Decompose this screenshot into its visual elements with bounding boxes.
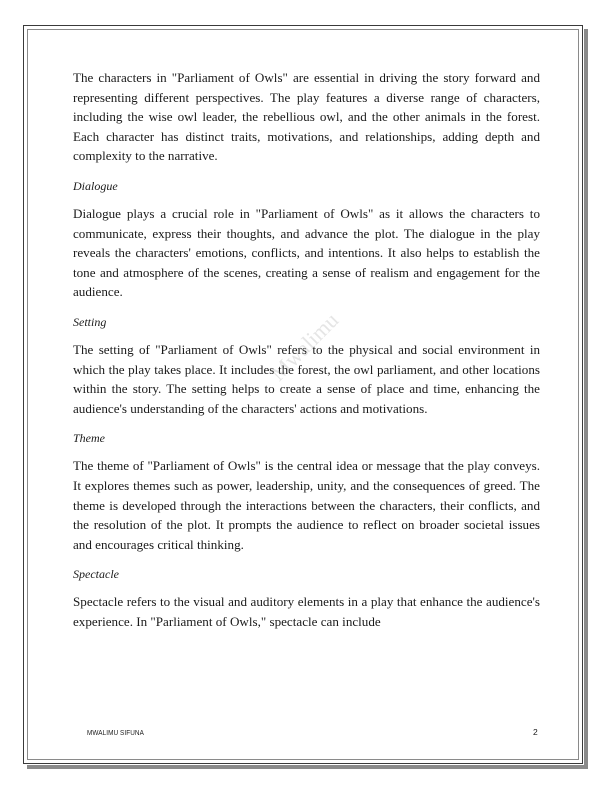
heading-theme: Theme: [73, 431, 105, 446]
paragraph-dialogue: Dialogue plays a crucial role in "Parliament of Owls" as it allows the characters to communicate, express their thoughts, and advance the plot. The dialogue in the play reveals the characters' emotions, conflicts, and intentions. It also helps to establish the tone and atmosphere of the scenes, creating a sense of realism and engagement for the audience.: [73, 205, 540, 300]
paragraph-spectacle: Spectacle refers to the visual and auditory elements in a play that enhance the audience's experience. In "Parliament of Owls," spectacle can include: [73, 594, 540, 629]
footer-author: MWALIMU SIFUNA: [87, 728, 144, 737]
paragraph-characters: The characters in "Parliament of Owls" are essential in driving the story forward and representing different perspectives. The play features a diverse range of characters, including the wise owl leader, the rebellious owl, and the other animals in the forest. Each character has distinct traits, motivations, and relationships, adding depth and complexity to the narrative.: [73, 70, 540, 164]
heading-spectacle: Spectacle: [73, 567, 119, 582]
document-body: [73, 68, 540, 643]
paragraph-setting: The setting of "Parliament of Owls" refers to the physical and social environment in which the play takes place. It includes the forest, the owl parliament, and other locations within the story. The setting helps to create a sense of place and time, enhancing the audience's understanding of the characters' actions and motivations.: [73, 341, 540, 416]
heading-dialogue: Dialogue: [73, 178, 118, 193]
paragraph-theme: The theme of "Parliament of Owls" is the central idea or message that the play conveys. It explores themes such as power, leadership, unity, and the consequences of greed. The theme is developed through the interactions between the characters, their conflicts, and the resolution of the plot. It prompts the audience to reflect on broader societal issues and encourages critical thinking.: [73, 458, 540, 552]
page-number: 2: [533, 727, 538, 737]
watermark: Mwalimu: [265, 307, 344, 386]
heading-setting: Setting: [73, 314, 107, 329]
